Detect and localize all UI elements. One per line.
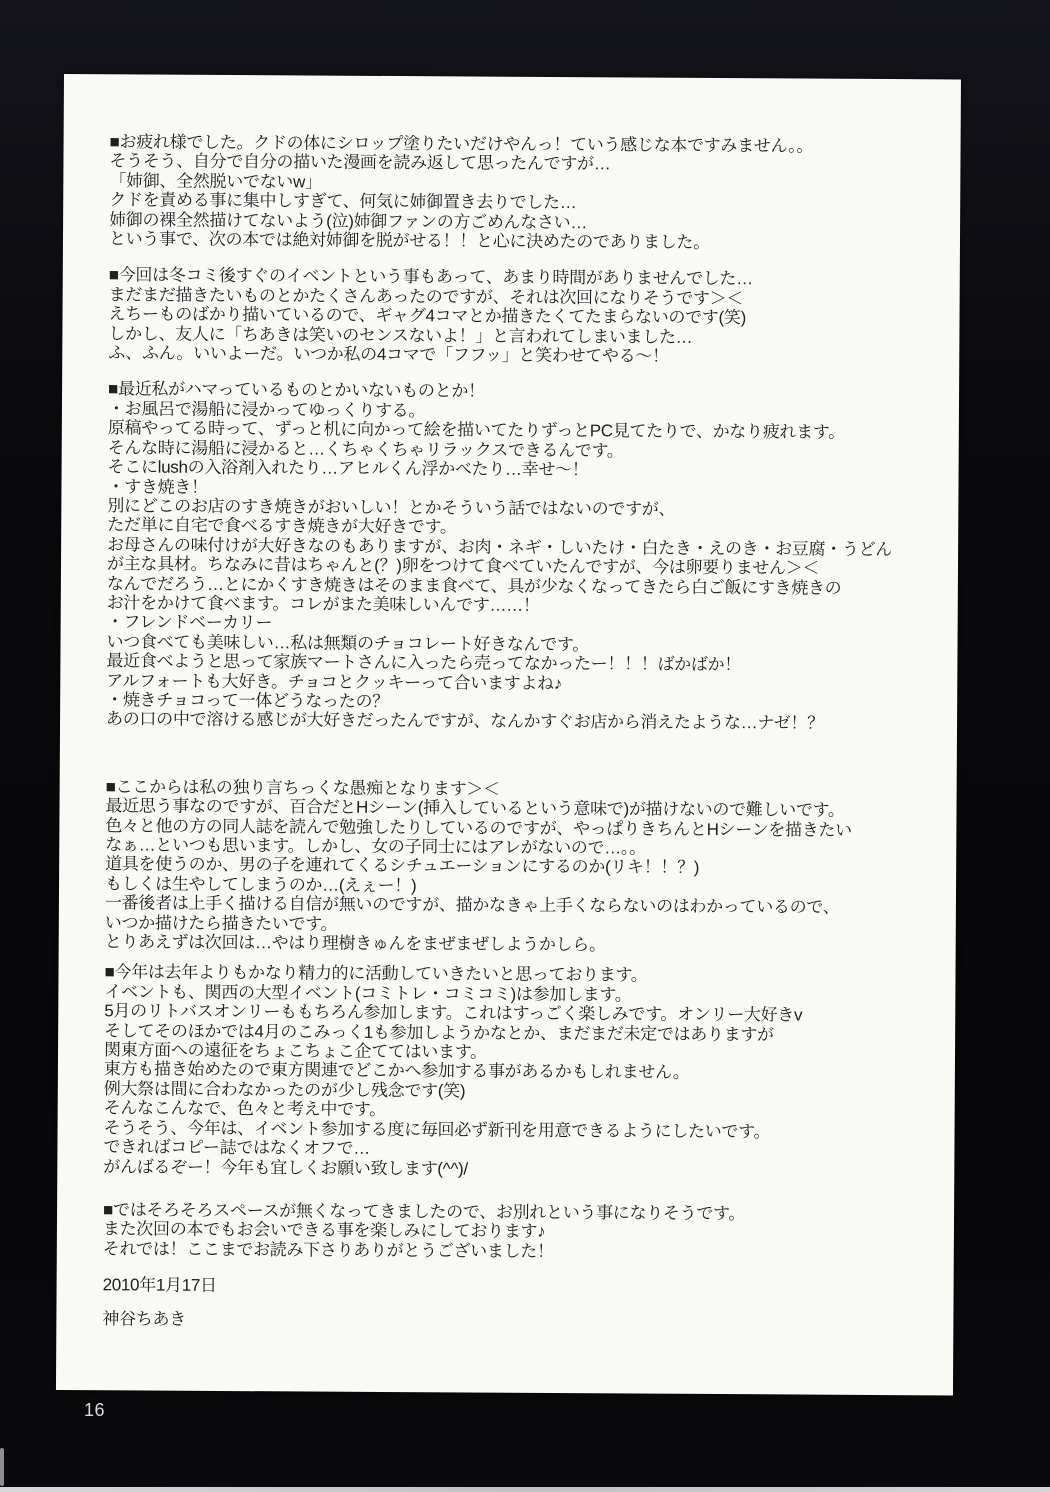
date-line: 2010年1月17日 [102, 1275, 217, 1296]
scan-bottom-edge-strip [0, 1487, 1050, 1492]
paragraph-recent-hobbies: ■最近私がハマっているものとかいないものとか！ ・お風呂で湯船に浸かってゆっくりする。 原稿やってる時って、ずっと机に向かって絵を描いてたりずっとPC見てたりで、かなり疲れます。 そんな時に湯船に浸かると…くちゃくちゃリラックスできるんです。 そこにlushの入浴剤入れたり…アヒルくん浮かべたり…幸せ～！ ・すき焼き！ 別にどこのお店のすき焼きがおいしい！とかそういう話ではないのですが、 ただ単に自宅で食べるすき焼きが大好きです。 お母さんの味付けが大好きなのもありますが、お肉・ネギ・しいたけ・白たき・えのき・お豆腐・うどん が主な具材。ちなみに昔はちゃんと(？)卵をつけて食べていたんですが、今は卵要りません＞＜ なんでだろう…とにかくすき焼きはそのまま食べて、具が少なくなってきたら白ご飯にすき焼きの お汁をかけて食べます。コレがまた美味しいんです……！ ・フレンドベーカリー いつ食べても美味しい…私は無類のチョコレート好きなんです。 最近食べようと思って家族マートさんに入ったら売ってなかったー！！！ばかばか！ アルフォートも大好き。チョコとクッキーって合いますよね♪ ・焼きチョコって一体どうなったの？ あの口の中で溶ける感じが大好きだったんですが、なんかすぐお店から消えたような…ナゼ！？ [106, 379, 893, 734]
paragraph-farewell: ■ではそろそろスペースが無くなってきましたので、お別れという事になりそうです。 また次回の本でもお会いできる事を楽しみにしております♪ それでは！ここまでお読み下さりありがとうございました！ [102, 1200, 746, 1261]
page-number: 16 [84, 1400, 106, 1420]
paragraph-grumble: ■ここからは私の独り言ちっくな愚痴となります＞＜ 最近思う事なのですが、百合だとHシーン(挿入しているという意味で)が描けないので難しいです。 色々と他の方の同人誌を読んで勉強したりしているのですが、やっぱりきちんとHシーンを描きたい なぁ…といつも思います。しかし、女の子同士にはアレがないので…。。 道具を使うのか、男の子を連れてくるシチュエーションにするのか(リキ！！？) もしくは生やしてしまうのか…(えぇー！) 一番後者は上手く描ける自信が無いのですが、描かなきゃ上手くならないのはわかっているので、 いつか描けたら描きたいです。 とりあえずは次回は…やはり理樹きゅんをまぜまぜしようかしら。 [104, 777, 852, 955]
doujin-afterword-page [56, 74, 961, 1395]
paragraph-year-plans: ■今年は去年よりもかなり精力的に活動していきたいと思っております。 イベントも、関西の大型イベント(コミトレ・コミコミ)は参加します。 5月のリトバスオンリーももちろん参加します。これはすっごく楽しみです。オンリー大好きv そしてそのほかでは4月のこみっく1も参加しようかなとか、まだまだ未定ではありますが 関東方面への遠征をちょこちょこ企ててはいます。 東方も描き始めたので東方関連でどこかへ参加する事があるかもしれません。 例大祭は間に合わなかったのが少し残念です(笑) そんなこんなで、色々と考え中です。 そうそう、今年は、イベント参加する度に毎回必ず新刊を用意できるようにしたいです。 できればコピー誌ではなくオフで… がんばるぞー！今年も宜しくお願い致します(^^)/ [103, 962, 803, 1178]
paragraph-opening-apology: ■お疲れ様でした。クドの体にシロップ塗りたいだけやんっ！ていう感じな本ですみません。。 そうそう、自分で自分の描いた漫画を読み返して思ったんですが… 「姉御、全然脱いでないw」 クドを責める事に集中しすぎて、何気に姉御置き去りでした… 姉御の裸全然描けてないよう(泣)姉御ファンの方ごめんなさい… という事で、次の本では絶対姉御を脱がせる！！と心に決めたのでありました。 [108, 132, 814, 252]
paragraph-event-deadline: ■今回は冬コミ後すぐのイベントという事もあって、あまり時間がありませんでした… まだまだ描きたいものとかたくさんあったのですが、それは次回になりそうです＞＜ えちーものばかり描いているので、ギャグ4コマとか描きたくてたまらないのです(笑) しかし、友人に「ちあきは笑いのセンスないよ！」と言われてしまいました… ふ、ふん。いいよーだ。いつか私の4コマで「フフッ」と笑わせてやる～！ [108, 265, 753, 366]
afterword-text-column [56, 74, 961, 1333]
scan-left-edge-artifact [0, 1448, 4, 1486]
author-signature: 神谷ちあき [102, 1308, 186, 1329]
